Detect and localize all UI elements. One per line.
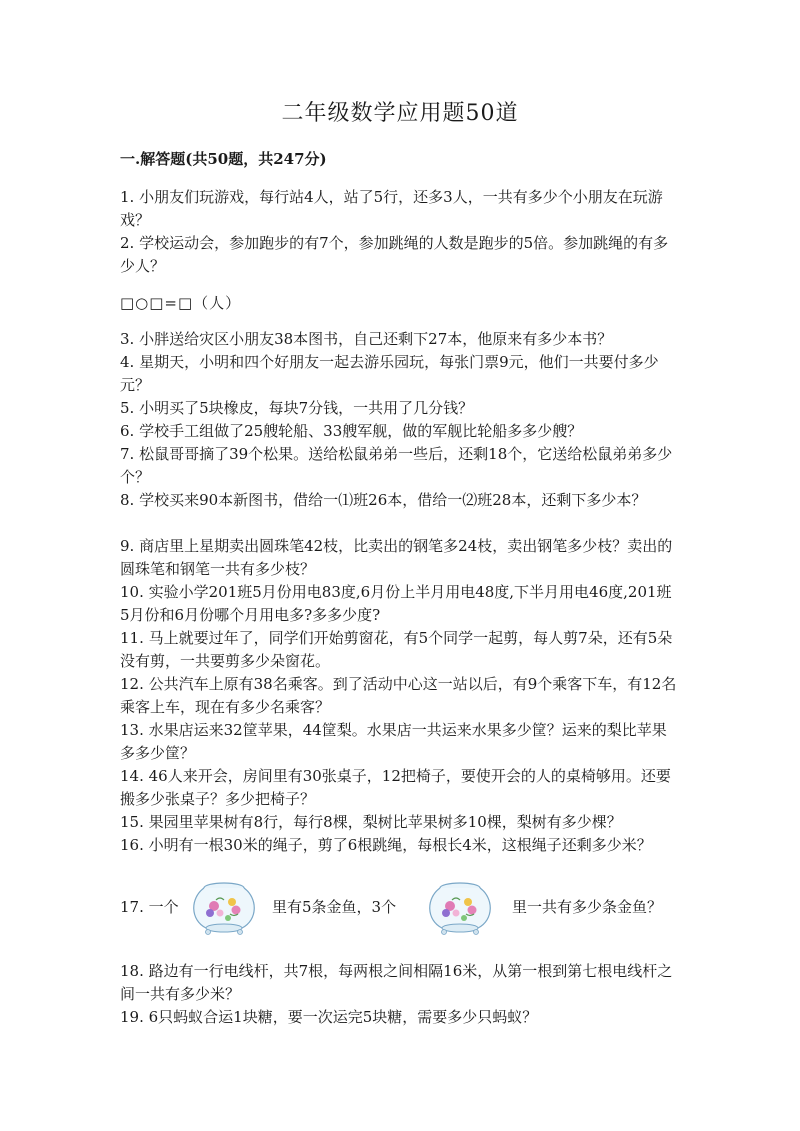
question-5: 5. 小明买了5块橡皮，每块7分钱，一共用了几分钱？ <box>120 399 474 417</box>
question-3: 3. 小胖送给灾区小朋友38本图书，自己还剩下27本，他原来有多少本书？ <box>120 330 613 348</box>
question-6: 6. 学校手工组做了25艘轮船、33艘军舰，做的军舰比轮船多多少艘？ <box>120 422 583 440</box>
question-11: 11. 马上就要过年了，同学们开始剪窗花，有5个同学一起剪，每人剪7朵，还有5朵没有剪，一共要剪多少朵窗花。 <box>120 629 673 670</box>
question-17-part-b: 里有5条金鱼，3个 <box>272 898 397 916</box>
fishbowl-icon <box>422 880 498 936</box>
question-2-formula: □○□=□（人） <box>120 294 242 312</box>
question-19: 19. 6只蚂蚁合运1块糖，要一次运完5块糖，需要多少只蚂蚁？ <box>120 1008 538 1026</box>
question-1: 1. 小朋友们玩游戏，每行站4人，站了5行，还多3人，一共有多少个小朋友在玩游戏？ <box>120 188 663 229</box>
question-17 <box>120 880 680 936</box>
question-9: 9. 商店里上星期卖出圆珠笔42枝，比卖出的钢笔多24枝，卖出钢笔多少枝？卖出的圆珠笔和钢笔一共有多少枝？ <box>120 537 673 578</box>
question-2: 2. 学校运动会，参加跑步的有7个，参加跳绳的人数是跑步的5倍。参加跳绳的有多少人？ <box>120 234 669 275</box>
question-15: 15. 果园里苹果树有8行，每行8棵，梨树比苹果树多10棵，梨树有多少棵？ <box>120 813 622 831</box>
question-17-part-a: 17. 一个 <box>120 898 179 916</box>
question-18: 18. 路边有一行电线杆，共7根，每两根之间相隔16米，从第一根到第七根电线杆之间一共有多少米？ <box>120 962 673 1003</box>
question-16: 16. 小明有一根30米的绳子，剪了6根跳绳，每根长4米，这根绳子还剩多少米？ <box>120 836 652 854</box>
fishbowl-icon <box>186 880 262 936</box>
question-13: 13. 水果店运来32筐苹果，44筐梨。水果店一共运来水果多少筐？运来的梨比苹果多多少筐？ <box>120 721 667 762</box>
question-12: 12. 公共汽车上原有38名乘客。到了活动中心这一站以后，有9个乘客下车，有12名乘客上车，现在有多少名乘客？ <box>120 675 677 716</box>
question-17-part-c: 里一共有多少条金鱼？ <box>512 898 663 916</box>
question-14: 14. 46人来开会，房间里有30张桌子，12把椅子，要使开会的人的桌椅够用。还要搬多少张桌子？多少把椅子？ <box>120 767 671 808</box>
question-8: 8. 学校买来90本新图书，借给一⑴班26本，借给一⑵班28本，还剩下多少本？ <box>120 491 647 509</box>
section-heading: 一.解答题(共50题，共247分) <box>120 150 327 168</box>
question-10: 10. 实验小学201班5月份用电83度,6月份上半月用电48度,下半月用电46度,201班5月份和6月份哪个月用电多?多多少度? <box>120 583 672 624</box>
question-4: 4. 星期天，小明和四个好朋友一起去游乐园玩，每张门票9元，他们一共要付多少元？ <box>120 353 659 394</box>
page-title: 二年级数学应用题50道 <box>281 101 519 126</box>
question-7: 7. 松鼠哥哥摘了39个松果。送给松鼠弟弟一些后，还剩18个，它送给松鼠弟弟多少个？ <box>120 445 673 486</box>
